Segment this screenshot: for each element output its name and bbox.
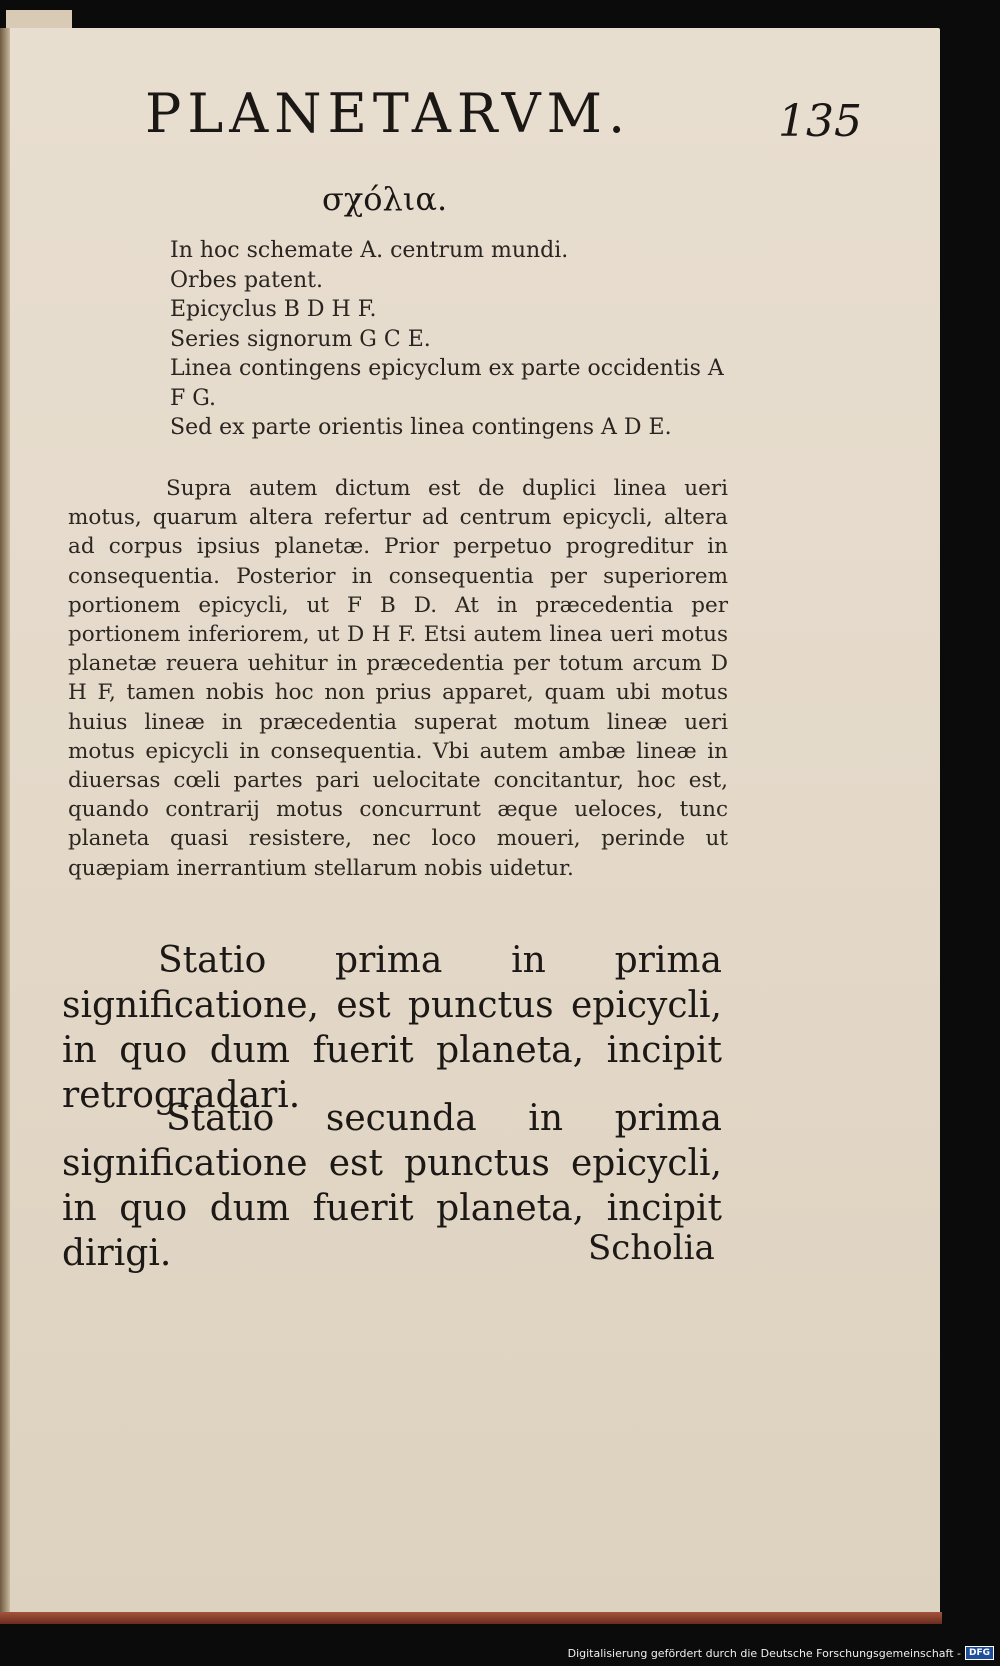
catchword: Scholia xyxy=(588,1228,715,1268)
definition-statio-prima: Statio prima in prima significatione, est punctus epicycli, in quo dum fuerit planeta, incipit retrogradari. xyxy=(62,940,722,1116)
legend-line: Sed ex parte orientis linea contingens A D E. xyxy=(170,415,672,440)
figure-legend xyxy=(170,236,750,443)
page-bottom-edge xyxy=(0,1612,942,1624)
section-heading: σχόλια. xyxy=(322,180,448,218)
legend-line: Orbes patent. xyxy=(170,267,324,293)
dfg-logo: DFG xyxy=(965,1646,994,1660)
definition-statio-secunda: Statio secunda in prima significatione est punctus epicycli, in quo dum fuerit planeta, incipit dirigi. xyxy=(62,1098,722,1274)
digitization-footer xyxy=(568,1646,994,1660)
legend-line: Epicyclus B D H F. xyxy=(170,297,377,322)
legend-line: Linea contingens epicyclum ex parte occidentis A F G. xyxy=(170,356,724,411)
legend-line: Series signorum G C E. xyxy=(170,326,431,352)
body-paragraph: Supra autem dictum est de duplici linea ueri motus, quarum altera refertur ad centrum epicycli, altera ad corpus ipsius planetæ. Prior perpetuo progreditur in consequentia. Posterior in consequentia per superiorem portionem epicycli, ut F B D. At in præcedentia per portionem inferiorem, ut D H F. Etsi autem linea ueri motus planetæ reuera uehitur in præcedentia per totum arcum D H F, tamen nobis hoc non prius apparet, quam ubi motus huius lineæ in præcedentia superat motum lineæ ueri motus epicycli in consequentia. Vbi autem ambæ lineæ in diuersas cœli partes pari uelocitate concitantur, hoc est, quando contrarij motus concurrunt æque ueloces, tunc planeta quasi resistere, nec loco moueri, perinde ut quæpiam inerrantium stellarum nobis uidetur. xyxy=(68,476,728,881)
running-head: PLANETARVM. xyxy=(145,82,632,145)
footer-text: Digitalisierung gefördert durch die Deutsche Forschungsgemeinschaft - xyxy=(567,1646,961,1660)
page-gutter xyxy=(0,28,10,1620)
legend-line: In hoc schemate A. centrum mundi. xyxy=(170,238,569,263)
page-number: 135 xyxy=(778,96,862,147)
